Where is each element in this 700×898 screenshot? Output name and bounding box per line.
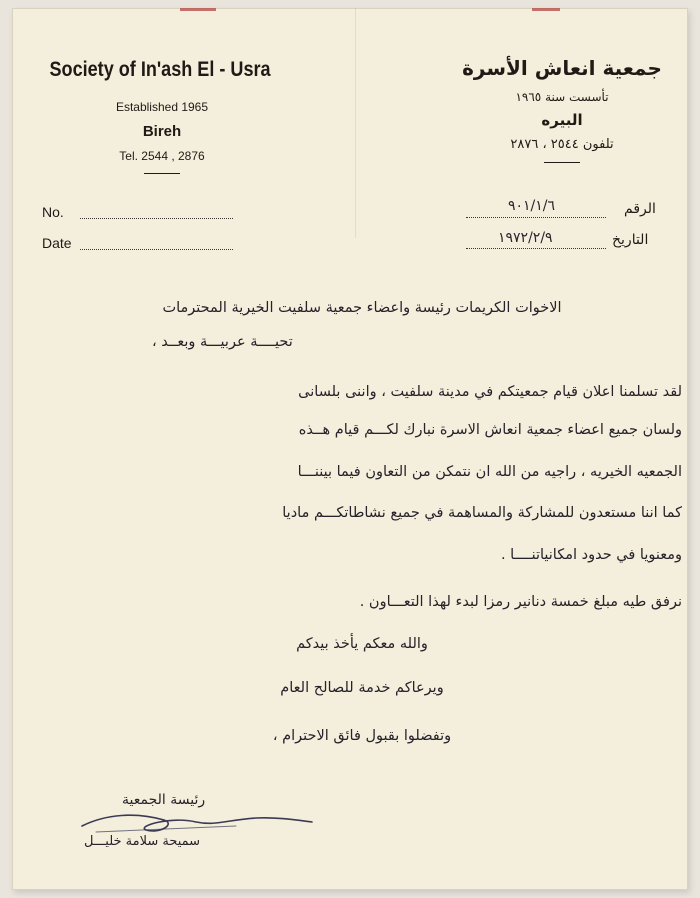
letterhead-arabic [452,56,672,163]
body-line: الجمعيه الخيريه ، راجيه من الله ان نتمكن من التعاون فيما بيننـــا [297,464,682,480]
ar-no-label: الرقم [624,201,656,217]
salutation: الاخوات الكريمات رئيسة واعضاء جمعية سلفيت الخيرية المحترمات [162,300,562,316]
established-en: Established 1965 [115,100,209,114]
ar-no-value: ٩٠١/١/٦ [508,198,556,214]
red-mark-right [532,8,560,11]
body-line: ومعنويا في حدود امكانياتنــــا . [500,547,682,563]
body-line: لقد تسلمنا اعلان قيام جمعيتكم في مدينة سلفيت ، واننى بلسانى [298,384,682,400]
closing-line: ويرعاكم خدمة للصالح العام [280,680,444,696]
body-line: ولسان جميع اعضاء جمعية انعاش الاسرة نبارك لكـــم قيام هــذه [298,422,682,438]
date-field-line [80,249,233,250]
city-ar: البيره [541,111,583,129]
ar-date-label: التاريخ [612,232,649,248]
greeting: تحيــــة عربيـــة وبعــد ، [152,334,293,350]
society-name-ar: جمعية انعاش الأسرة [462,56,662,80]
society-name-en: Society of In'ash El - Usra [49,58,271,81]
date-label: Date [42,235,72,251]
telephone-en: Tel. 2544 , 2876 [119,149,205,163]
letter-sheet [12,8,688,890]
signature-title: رئيسة الجمعية [122,792,206,808]
enclosure-line: نرفق طيه مبلغ خمسة دنانير رمزا لبدء لهذا التعـــاون . [359,594,682,610]
telephone-ar: تلفون ٢٥٤٤ ، ٢٨٧٦ [510,137,614,152]
letterhead-divider [144,173,180,174]
established-ar: تأسست سنة ١٩٦٥ [515,90,609,104]
ar-date-value: ١٩٧٢/٢/٩ [498,230,553,246]
letterhead-divider-ar [544,162,580,163]
no-field-line [80,218,233,219]
closing-line: وتفضلوا بقبول فائق الاحترام ، [272,728,452,744]
body-line: كما اننا مستعدون للمشاركة والمساهمة في جميع نشاطاتكـــم ماديا [282,505,682,521]
paper-fold [355,8,356,238]
city-en: Bireh [142,123,182,140]
no-label: No. [42,204,64,220]
letterhead-english [42,58,282,174]
signatory-name: سميحة سلامة خليـــل [84,834,201,849]
ar-date-field-line [466,248,606,249]
red-mark-left [180,8,216,11]
ar-no-field-line [466,217,606,218]
closing-line: والله معكم يأخذ بيدكم [296,636,428,652]
